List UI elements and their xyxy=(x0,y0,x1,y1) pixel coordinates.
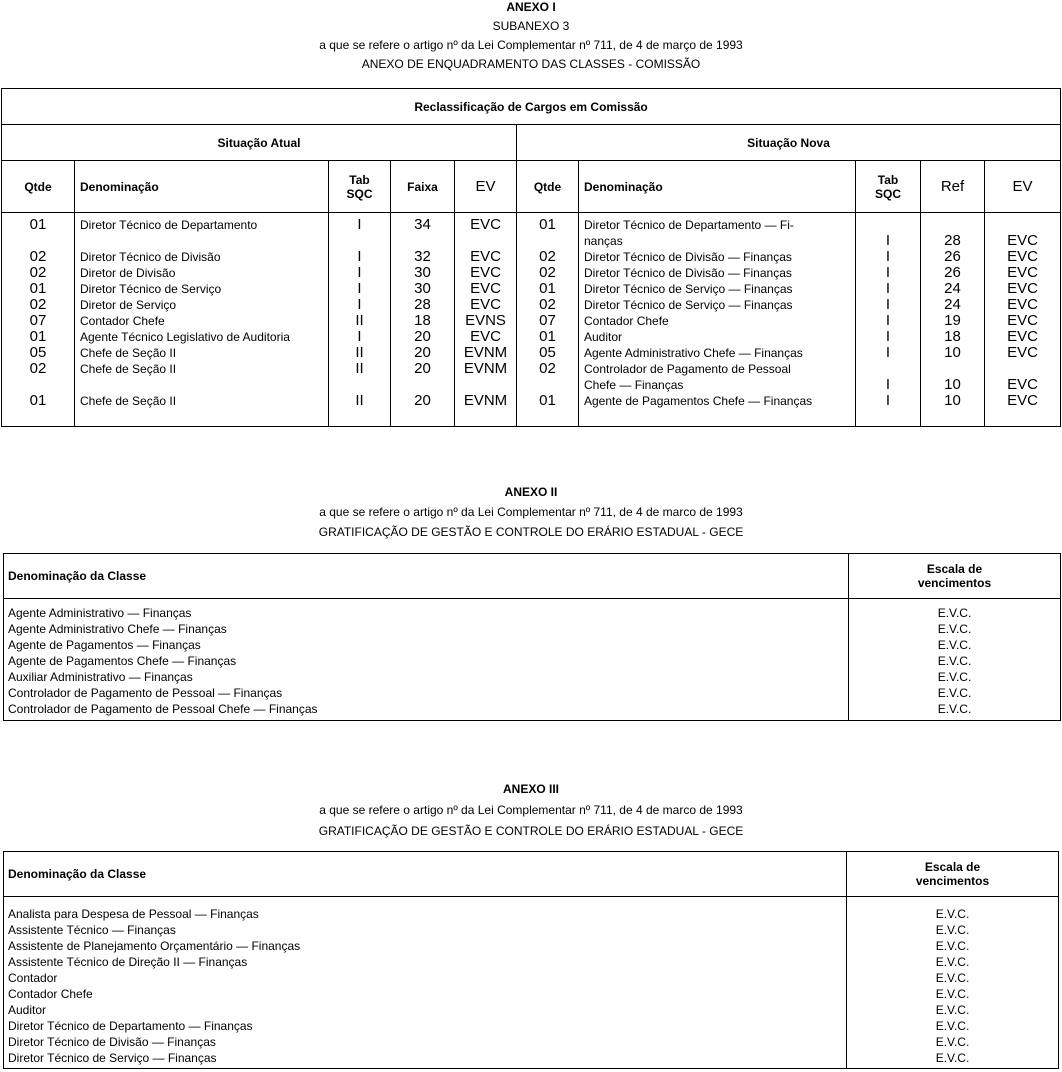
cell-line: EVC xyxy=(470,248,501,265)
cell-line xyxy=(985,217,1060,233)
cell-line: 18 xyxy=(944,328,961,345)
cell-line: 28 xyxy=(944,232,961,249)
anexo2-title: ANEXO II xyxy=(504,485,558,499)
cell-line: E.V.C. xyxy=(937,654,972,668)
cell-line: E.V.C. xyxy=(935,923,970,937)
cell-line: Diretor de Divisão xyxy=(80,266,176,280)
cell-line: EVNM xyxy=(463,392,508,409)
cell-line: Agente Administrativo Chefe — Finanças xyxy=(8,622,227,636)
anexo2-col-escalas xyxy=(849,599,1061,721)
cell-line: 30 xyxy=(414,264,431,281)
anexo1-title: ANEXO I xyxy=(506,0,556,14)
header-tab-sqc-nova xyxy=(856,161,921,213)
cell-line: EVC xyxy=(470,280,501,297)
cell-line xyxy=(329,377,390,393)
cell-line: Auditor xyxy=(584,330,623,344)
cell-line: nanças xyxy=(584,234,623,248)
situacao-atual-label: Situação Atual xyxy=(2,125,517,161)
cell-line xyxy=(80,377,328,393)
cell-line: I xyxy=(885,328,891,345)
cell-line: 01 xyxy=(29,392,47,409)
cell-line: 07 xyxy=(29,312,47,329)
anexo3-heading xyxy=(0,779,1062,842)
cell-line: 01 xyxy=(539,216,556,233)
cell-line: 02 xyxy=(539,360,556,377)
cell-line: I xyxy=(885,344,891,361)
cell-line: Diretor Técnico de Divisão — Finanças xyxy=(584,250,792,264)
anexo3-col-escalas xyxy=(847,897,1059,1069)
cell-line: Agente Administrativo Chefe — Finanças xyxy=(584,346,803,360)
cell-line: Chefe de Seção II xyxy=(80,362,177,376)
cell-line: Diretor Técnico de Serviço — Finanças xyxy=(584,298,793,312)
anexo3-header-escala xyxy=(847,852,1059,897)
cell-line: EVC xyxy=(470,264,501,281)
cell-line: 20 xyxy=(414,360,431,377)
cell-line: E.V.C. xyxy=(935,971,970,985)
cell-line: I xyxy=(357,280,362,297)
col-tab-atual xyxy=(329,213,391,427)
cell-line: Assistente Técnico de Direção II — Finanças xyxy=(8,955,248,969)
cell-line: Contador Chefe xyxy=(584,314,669,328)
cell-line: EVC xyxy=(1007,344,1038,361)
cell-line: Controlador de Pagamento de Pessoal Chefe — Finanças xyxy=(8,702,318,716)
cell-line: Agente Administrativo — Finanças xyxy=(8,606,192,620)
cell-line: Agente de Pagamentos Chefe — Finanças xyxy=(8,654,237,668)
cell-line: EVC xyxy=(1007,376,1038,393)
cell-line: 02 xyxy=(29,248,47,265)
col-ev-nova xyxy=(985,213,1061,427)
cell-line: E.V.C. xyxy=(935,1019,970,1033)
cell-line: Contador xyxy=(8,971,58,985)
cell-line xyxy=(2,377,74,393)
cell-line: 20 xyxy=(414,328,431,345)
cell-line: E.V.C. xyxy=(935,939,970,953)
cell-line: E.V.C. xyxy=(937,670,972,684)
cell-line: II xyxy=(355,392,364,409)
cell-line: II xyxy=(355,360,364,377)
cell-line: E.V.C. xyxy=(935,987,970,1001)
cell-line: Contador Chefe xyxy=(80,314,165,328)
anexo3-table xyxy=(3,851,1059,1069)
cell-line: 10 xyxy=(944,392,961,409)
anexo2-header-classe: Denominação da Classe xyxy=(4,554,849,599)
cell-line xyxy=(2,233,74,249)
cell-line: I xyxy=(357,216,362,233)
cell-line: E.V.C. xyxy=(937,606,972,620)
cell-line: Agente de Pagamentos — Finanças xyxy=(8,638,201,652)
cell-line: EVC xyxy=(1007,264,1038,281)
cell-line: E.V.C. xyxy=(935,907,970,921)
cell-line: 07 xyxy=(539,312,556,329)
escala-label: Escala de xyxy=(924,860,981,874)
cell-line xyxy=(391,377,454,393)
cell-line: Chefe de Seção II xyxy=(80,394,177,408)
cell-line xyxy=(455,377,516,393)
cell-line: EVC xyxy=(1007,232,1038,249)
cell-line: 02 xyxy=(539,296,556,313)
cell-line: EVC xyxy=(470,216,501,233)
cell-line: Contador Chefe xyxy=(8,987,93,1001)
cell-line: 20 xyxy=(414,392,431,409)
situacao-nova-label: Situação Nova xyxy=(517,125,1061,161)
escala-label: Escala de xyxy=(926,562,983,576)
header-ev-atual: EV xyxy=(455,161,517,213)
cell-line: I xyxy=(357,264,362,281)
cell-line: Chefe de Seção II xyxy=(80,346,177,360)
cell-line: 02 xyxy=(29,264,47,281)
cell-line: Diretor Técnico de Departamento — Finanças xyxy=(8,1019,253,1033)
cell-line: Diretor Técnico de Serviço xyxy=(80,282,222,296)
cell-line: I xyxy=(885,312,891,329)
cell-line: 32 xyxy=(414,248,431,265)
cell-line: EVNM xyxy=(463,360,508,377)
header-ev-nova: EV xyxy=(985,161,1061,213)
cell-line: I xyxy=(885,232,891,249)
col-denominacao-atual xyxy=(75,213,329,427)
cell-line: Assistente de Planejamento Orçamentário — Finanças xyxy=(8,939,301,953)
cell-line: Assistente Técnico — Finanças xyxy=(8,923,176,937)
cell-line: Diretor Técnico de Divisão xyxy=(80,250,221,264)
cell-line: EVC xyxy=(1007,328,1038,345)
cell-line: I xyxy=(885,280,891,297)
anexo1-heading xyxy=(0,0,1062,74)
vencimentos-label: vencimentos xyxy=(915,874,990,888)
cell-line: EVNM xyxy=(463,344,508,361)
cell-line: 18 xyxy=(414,312,431,329)
cell-line: I xyxy=(357,248,362,265)
cell-line xyxy=(856,361,920,377)
cell-line: Controlador de Pagamento de Pessoal — Finanças xyxy=(8,686,283,700)
cell-line: 02 xyxy=(539,248,556,265)
cell-line: Auxiliar Administrativo — Finanças xyxy=(8,670,193,684)
cell-line: 20 xyxy=(414,344,431,361)
cell-line: 02 xyxy=(539,264,556,281)
cell-line: 34 xyxy=(414,216,431,233)
cell-line: E.V.C. xyxy=(935,1051,970,1065)
cell-line: E.V.C. xyxy=(937,702,972,716)
cell-line: 26 xyxy=(944,248,961,265)
cell-line: 30 xyxy=(414,280,431,297)
header-sqc: SQC xyxy=(346,186,373,201)
anexo2-reference: a que se refere o artigo nº da Lei Complementar nº 711, de 4 de marco de 1993 xyxy=(319,505,743,519)
cell-line: 02 xyxy=(29,360,47,377)
cell-line: Diretor Técnico de Departamento xyxy=(80,218,258,232)
cell-line xyxy=(921,217,984,233)
cell-line: EVC xyxy=(1007,392,1038,409)
cell-line: Agente Técnico Legislativo de Auditoria xyxy=(80,330,290,344)
cell-line: 01 xyxy=(29,280,47,297)
cell-line: EVC xyxy=(1007,312,1038,329)
table-title: Reclassificação de Cargos em Comissão xyxy=(2,89,1061,125)
cell-line: 05 xyxy=(29,344,47,361)
cell-line: Diretor Técnico de Divisão — Finanças xyxy=(584,266,792,280)
cell-line: I xyxy=(885,264,891,281)
header-sqc: SQC xyxy=(874,186,901,201)
col-qtde-nova xyxy=(517,213,579,427)
cell-line xyxy=(455,233,516,249)
cell-line xyxy=(80,233,328,249)
cell-line xyxy=(856,217,920,233)
cell-line: Auditor xyxy=(8,1003,47,1017)
cell-line: E.V.C. xyxy=(937,622,972,636)
header-faixa: Faixa xyxy=(391,161,455,213)
anexo2-description: GRATIFICAÇÃO DE GESTÃO E CONTROLE DO ERÁRIO ESTADUAL - GECE xyxy=(318,525,744,539)
cell-line: II xyxy=(355,312,364,329)
cell-line: Agente de Pagamentos Chefe — Finanças xyxy=(584,394,813,408)
anexo2-table xyxy=(3,553,1061,721)
cell-line: EVNS xyxy=(465,312,506,329)
cell-line xyxy=(517,233,578,249)
col-ref-nova xyxy=(921,213,985,427)
cell-line: Chefe — Finanças xyxy=(584,378,684,392)
cell-line: E.V.C. xyxy=(935,1003,970,1017)
header-tab: Tab xyxy=(349,172,370,187)
cell-line: Diretor Técnico de Serviço — Finanças xyxy=(584,282,793,296)
cell-line: I xyxy=(885,392,891,409)
cell-line: EVC xyxy=(1007,296,1038,313)
header-ref: Ref xyxy=(921,161,985,213)
cell-line: 02 xyxy=(29,296,47,313)
header-tab: Tab xyxy=(877,172,899,187)
cell-line: E.V.C. xyxy=(935,955,970,969)
anexo3-title: ANEXO III xyxy=(502,782,559,796)
cell-line xyxy=(921,361,984,377)
cell-line: I xyxy=(885,248,891,265)
cell-line: 24 xyxy=(944,296,961,313)
header-qtde-atual: Qtde xyxy=(2,161,75,213)
cell-line: 10 xyxy=(944,344,961,361)
header-denominacao-nova: Denominação xyxy=(579,161,856,213)
cell-line: EVC xyxy=(1007,280,1038,297)
anexo1-subtitle: SUBANEXO 3 xyxy=(492,19,570,33)
cell-line xyxy=(391,233,454,249)
cell-line: I xyxy=(357,296,362,313)
anexo1-table xyxy=(1,88,1061,427)
cell-line: Diretor Técnico de Departamento — Fi- xyxy=(584,218,794,232)
col-denominacao-nova xyxy=(579,213,856,427)
anexo2-heading xyxy=(0,482,1062,542)
cell-line: 26 xyxy=(944,264,961,281)
anexo3-description: GRATIFICAÇÃO DE GESTÃO E CONTROLE DO ERÁRIO ESTADUAL - GECE xyxy=(318,824,744,838)
header-qtde-nova: Qtde xyxy=(517,161,579,213)
anexo2-header-escala xyxy=(849,554,1061,599)
vencimentos-label: vencimentos xyxy=(917,576,992,590)
cell-line: I xyxy=(885,376,891,393)
cell-line: EVC xyxy=(470,296,501,313)
cell-line: 01 xyxy=(29,328,47,345)
cell-line: Controlador de Pagamento de Pessoal xyxy=(584,362,791,376)
cell-line xyxy=(985,361,1060,377)
cell-line: I xyxy=(885,296,891,313)
header-tab-sqc-atual xyxy=(329,161,391,213)
anexo1-description: ANEXO DE ENQUADRAMENTO DAS CLASSES - COMISSÃO xyxy=(361,57,701,71)
col-qtde-atual xyxy=(2,213,75,427)
cell-line xyxy=(517,377,578,393)
cell-line: EVC xyxy=(1007,248,1038,265)
cell-line: Diretor Técnico de Divisão — Finanças xyxy=(8,1035,216,1049)
cell-line: E.V.C. xyxy=(935,1035,970,1049)
header-denominacao-atual: Denominação xyxy=(75,161,329,213)
cell-line: 01 xyxy=(29,216,47,233)
anexo3-col-classes xyxy=(4,897,847,1069)
cell-line: E.V.C. xyxy=(937,686,972,700)
col-faixa-atual xyxy=(391,213,455,427)
cell-line xyxy=(329,233,390,249)
cell-line: 01 xyxy=(539,392,556,409)
cell-line: I xyxy=(357,328,362,345)
cell-line: E.V.C. xyxy=(937,638,972,652)
cell-line: 01 xyxy=(539,328,556,345)
cell-line: II xyxy=(355,344,364,361)
anexo2-col-classes xyxy=(4,599,849,721)
col-ev-atual xyxy=(455,213,517,427)
cell-line: Diretor de Serviço xyxy=(80,298,177,312)
cell-line: Analista para Despesa de Pessoal — Finanças xyxy=(8,907,259,921)
cell-line: EVC xyxy=(470,328,501,345)
cell-line: 05 xyxy=(539,344,556,361)
cell-line: 01 xyxy=(539,280,556,297)
anexo3-header-classe: Denominação da Classe xyxy=(4,852,847,897)
cell-line: 28 xyxy=(414,296,431,313)
col-tab-nova xyxy=(856,213,921,427)
cell-line: 19 xyxy=(944,312,961,329)
cell-line: 24 xyxy=(944,280,961,297)
anexo3-reference: a que se refere o artigo nº da Lei Complementar nº 711, de 4 de marco de 1993 xyxy=(319,803,743,817)
anexo1-reference: a que se refere o artigo nº da Lei Complementar nº 711, de 4 de março de 1993 xyxy=(319,38,743,52)
cell-line: 10 xyxy=(944,376,961,393)
cell-line: Diretor Técnico de Serviço — Finanças xyxy=(8,1051,217,1065)
